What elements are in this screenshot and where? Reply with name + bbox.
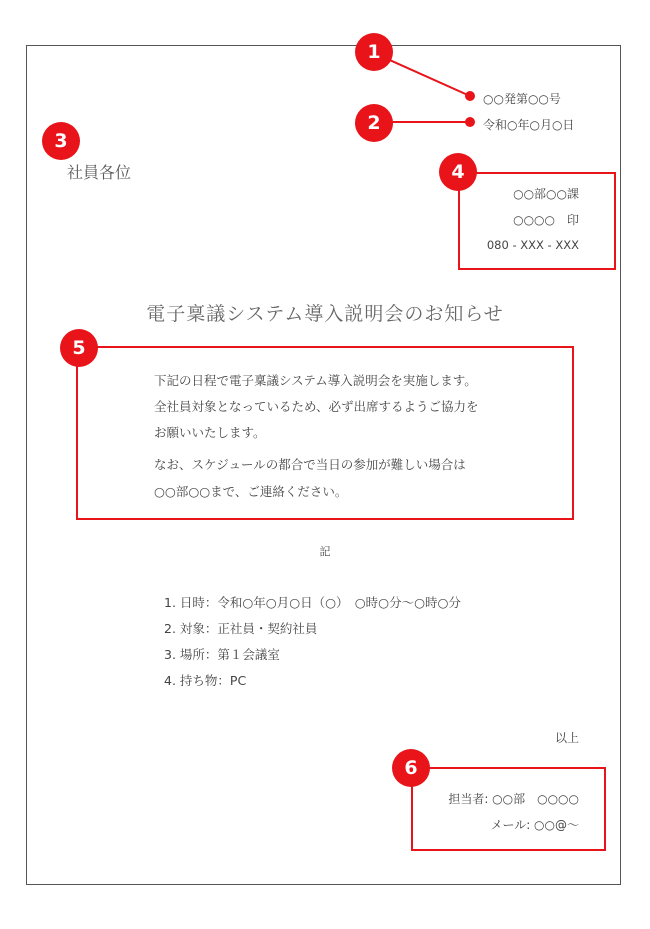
sender-phone: 080 - XXX - XXX <box>486 238 579 252</box>
item-datetime: 1. 日時：令和○年○月○日（○） ○時○分～○時○分 <box>164 595 461 610</box>
item-target: 2. 対象：正社員・契約社員 <box>164 621 318 636</box>
contact-person: 担当者: ○○部 ○○○○ <box>448 792 579 806</box>
ki-label: 記 <box>319 545 331 558</box>
body-line-1: 下記の日程で電子稟議システム導入説明会を実施します。 <box>154 373 477 388</box>
body-line-4: なお、スケジュールの都合で当日の参加が難しい場合は <box>154 457 466 472</box>
item-belongings: 4. 持ち物：PC <box>164 673 247 688</box>
recipient: 社員各位 <box>67 163 132 182</box>
annotation-dot-2 <box>465 117 475 127</box>
doc-date: 令和○年○月○日 <box>483 118 575 132</box>
sender-dept: ○○部○○課 <box>513 187 579 201</box>
annotation-dot-1 <box>465 91 475 101</box>
annotation-badge-6: 6 <box>392 749 430 787</box>
item-place: 3. 場所：第１会議室 <box>164 647 280 662</box>
body-line-3: お願いいたします。 <box>154 425 266 440</box>
annotation-badge-4: 4 <box>439 153 477 191</box>
contact-mail: メール: ○○@～ <box>490 818 579 832</box>
body-line-2: 全社員対象となっているため、必ず出席するようご協力を <box>154 399 479 414</box>
contact-box <box>411 767 606 851</box>
doc-number: ○○発第○○号 <box>483 92 561 106</box>
document-title: 電子稟議システム導入説明会のお知らせ <box>146 303 504 325</box>
annotation-badge-5: 5 <box>60 329 98 367</box>
annotation-badge-1: 1 <box>355 33 393 71</box>
sender-name: ○○○○ 印 <box>513 213 579 227</box>
ijo-label: 以上 <box>554 731 579 745</box>
body-line-5: ○○部○○まで、ご連絡ください。 <box>154 484 348 499</box>
annotation-badge-2: 2 <box>355 104 393 142</box>
annotation-badge-3: 3 <box>42 122 80 160</box>
